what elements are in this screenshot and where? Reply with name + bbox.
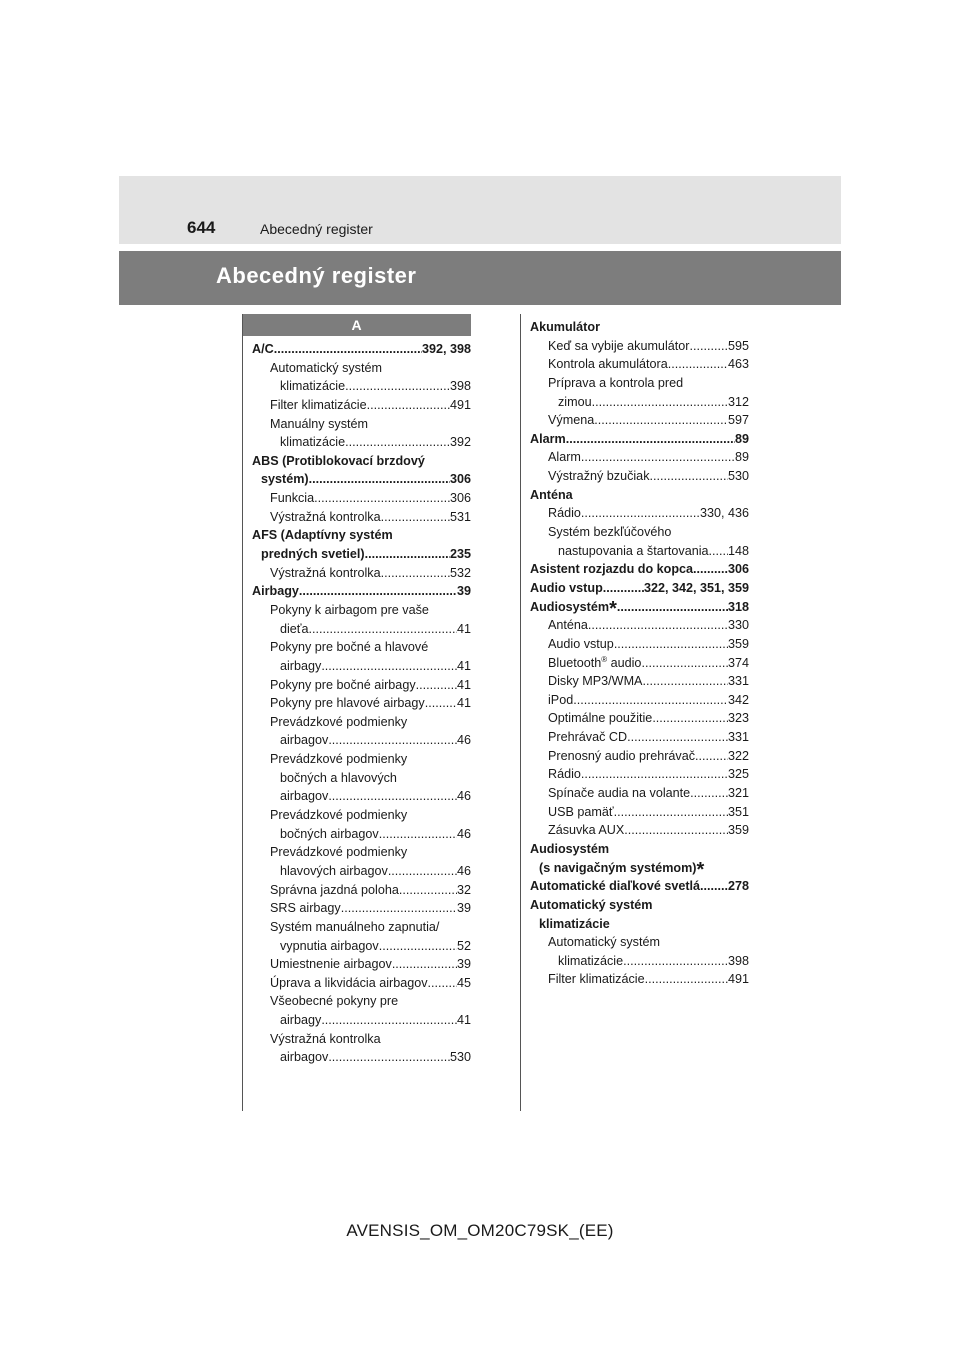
entry-text: iPod: [548, 692, 574, 707]
dot-leader: [588, 616, 728, 635]
index-entry: [252, 1048, 471, 1067]
index-entry: [252, 955, 471, 974]
entry-text: airbagov: [280, 1050, 329, 1065]
page-reference[interactable]: 306: [449, 491, 471, 506]
entry-text: Filter klimatizácie: [270, 397, 367, 412]
page-reference[interactable]: 359: [727, 636, 749, 651]
index-entry: [530, 411, 749, 430]
dot-leader: [624, 821, 728, 840]
index-entry: [252, 806, 471, 825]
entry-text: nastupovania a štartovania: [558, 543, 709, 558]
index-entry: [252, 620, 471, 639]
page-reference[interactable]: 89: [734, 450, 749, 465]
index-entry: [530, 896, 749, 915]
dot-leader: [367, 396, 450, 415]
page-reference[interactable]: 530: [727, 469, 749, 484]
index-entry: [252, 676, 471, 695]
index-entry: [252, 862, 471, 881]
page-reference[interactable]: 32: [456, 882, 471, 897]
page-reference[interactable]: 41: [456, 677, 471, 692]
index-entry: [252, 881, 471, 900]
entry-text: Automatické diaľkové svetlá: [530, 879, 701, 894]
page-reference[interactable]: 235: [449, 547, 471, 562]
entry-text: klimatizácie: [280, 379, 346, 394]
index-entry: [530, 915, 749, 934]
index-column-left: [252, 340, 471, 1067]
index-entry: [252, 937, 471, 956]
page-reference[interactable]: 530: [449, 1050, 471, 1065]
entry-text: Systém bezkľúčového: [548, 525, 672, 540]
page-reference[interactable]: 330, 436: [699, 506, 749, 521]
entry-text: systém): [261, 472, 309, 487]
dot-leader: [690, 784, 728, 803]
index-entry: [530, 840, 749, 859]
index-entry: [252, 377, 471, 396]
entry-text: Alarm: [530, 431, 566, 446]
dot-leader: [379, 937, 457, 956]
entry-text: Filter klimatizácie: [548, 972, 645, 987]
dot-leader: [641, 654, 728, 673]
page-reference[interactable]: 325: [727, 767, 749, 782]
column-divider-left: [242, 314, 243, 1111]
dot-leader: [617, 598, 728, 617]
index-entry: [252, 396, 471, 415]
index-entry: [530, 672, 749, 691]
entry-text: klimatizácie: [539, 916, 610, 931]
index-entry: [252, 340, 471, 359]
entry-text: Príprava a kontrola pred: [548, 375, 684, 390]
dot-leader: [274, 340, 422, 359]
entry-text: Audiosystém*: [530, 597, 617, 620]
entry-text: Rádio: [548, 767, 581, 782]
page-title: Abecedný register: [216, 263, 417, 288]
entry-text: Prenosný audio prehrávač: [548, 748, 696, 763]
entry-text: klimatizácie: [280, 435, 346, 450]
page-reference[interactable]: 46: [456, 826, 471, 841]
entry-text: Automatický systém: [530, 897, 653, 912]
dot-leader: [566, 430, 735, 449]
entry-text: Pokyny pre hlavové airbagy: [270, 696, 425, 711]
entry-text: Anténa: [548, 618, 588, 633]
page-reference[interactable]: 39: [456, 901, 471, 916]
index-entry: [530, 597, 749, 620]
entry-text: Disky MP3/WMA: [548, 674, 643, 689]
dot-leader: [328, 731, 457, 750]
index-entry: [252, 526, 471, 545]
dot-leader: [700, 877, 728, 896]
page-reference[interactable]: 321: [727, 786, 749, 801]
index-entry: [252, 564, 471, 583]
dot-leader: [645, 970, 728, 989]
index-entry: [252, 508, 471, 527]
page-reference[interactable]: 89: [734, 431, 749, 446]
dot-leader: [695, 747, 728, 766]
dot-leader: [425, 694, 457, 713]
entry-text: airbagov: [280, 789, 329, 804]
entry-text: ABS (Protiblokovací brzdový: [252, 453, 425, 468]
entry-text: bočných a hlavových: [280, 770, 397, 785]
entry-text: airbagy: [280, 658, 322, 673]
index-entry: [530, 858, 749, 881]
index-entry: [530, 560, 749, 579]
page-reference[interactable]: 331: [727, 674, 749, 689]
dot-leader: [392, 955, 457, 974]
dot-leader: [623, 952, 728, 971]
entry-text: Keď sa vybije akumulátor: [548, 338, 690, 353]
entry-text: Všeobecné pokyny pre: [270, 994, 399, 1009]
index-entry: [252, 433, 471, 452]
index-entry: [530, 765, 749, 784]
page-reference[interactable]: 46: [456, 733, 471, 748]
index-entry: [530, 709, 749, 728]
entry-text: Funkcia: [270, 491, 315, 506]
entry-text-suffix: audio: [607, 655, 642, 670]
page-reference[interactable]: 322: [727, 748, 749, 763]
index-entry: [252, 601, 471, 620]
entry-text: SRS airbagy: [270, 901, 341, 916]
dot-leader: [581, 504, 700, 523]
entry-text: Systém manuálneho zapnutia/: [270, 919, 440, 934]
dot-leader: [668, 355, 728, 374]
page-reference[interactable]: 491: [727, 972, 749, 987]
page-reference[interactable]: 39: [456, 957, 471, 972]
index-entry: [252, 1030, 471, 1049]
index-entry: [252, 582, 471, 601]
page-reference[interactable]: 278: [727, 879, 749, 894]
dot-leader: [321, 657, 457, 676]
entry-text: dieťa: [280, 621, 309, 636]
dot-leader: [428, 974, 457, 993]
dot-leader: [652, 709, 728, 728]
index-entry: [530, 448, 749, 467]
title-banner: [119, 251, 841, 305]
index-entry: [252, 694, 471, 713]
page-reference[interactable]: 351: [727, 804, 749, 819]
entry-text: Výstražný bzučiak: [548, 469, 650, 484]
dot-leader: [388, 862, 457, 881]
entry-text: Automatický systém: [548, 935, 660, 950]
entry-text: Anténa: [530, 487, 573, 502]
header-title: Abecedný register: [260, 221, 373, 237]
entry-text: Výstražná kontrolka: [270, 1031, 381, 1046]
index-entry: [530, 318, 749, 337]
page-number: 644: [187, 218, 216, 237]
document-code: AVENSIS_OM_OM20C79SK_(EE): [346, 1221, 614, 1240]
entry-text: bočných airbagov: [280, 826, 379, 841]
entry-text: Pokyny pre bočné a hlavové: [270, 640, 429, 655]
entry-text: airbagov: [280, 733, 329, 748]
index-entry: [252, 769, 471, 788]
entry-text: Kontrola akumulátora: [548, 357, 668, 372]
index-entry: [252, 787, 471, 806]
index-entry: [252, 992, 471, 1011]
entry-text: Spínače audia na volante: [548, 786, 691, 801]
entry-text: Prehrávač CD: [548, 730, 628, 745]
dot-leader: [309, 620, 457, 639]
entry-text: Správna jazdná poloha: [270, 882, 399, 897]
dot-leader: [693, 560, 728, 579]
page-reference[interactable]: 39: [456, 584, 471, 599]
index-entry: [530, 654, 749, 673]
index-entry: [530, 616, 749, 635]
asterisk-mark: *: [696, 858, 705, 881]
index-entry: [530, 635, 749, 654]
page-reference[interactable]: 398: [727, 953, 749, 968]
dot-leader: [627, 728, 728, 747]
index-entry: [252, 545, 471, 564]
dot-leader: [328, 1048, 450, 1067]
page-reference[interactable]: 306: [449, 472, 471, 487]
section-letter: A: [351, 317, 362, 333]
dot-leader: [689, 337, 728, 356]
index-entry: [530, 803, 749, 822]
entry-text: Pokyny pre bočné airbagy: [270, 677, 416, 692]
page-reference[interactable]: 306: [727, 562, 749, 577]
entry-text: Audio vstup: [548, 636, 614, 651]
index-entry: [530, 933, 749, 952]
entry-text: USB pamäť: [548, 804, 614, 819]
page-reference[interactable]: 46: [456, 789, 471, 804]
page-reference[interactable]: 532: [449, 565, 471, 580]
dot-leader: [328, 787, 457, 806]
dot-leader: [309, 470, 450, 489]
page-reference[interactable]: 595: [727, 338, 749, 353]
entry-text: Výmena: [548, 413, 595, 428]
index-entry: [530, 821, 749, 840]
dot-leader: [314, 489, 450, 508]
page-reference[interactable]: 531: [449, 509, 471, 524]
dot-leader: [594, 411, 728, 430]
index-entry: [252, 750, 471, 769]
page-reference[interactable]: 322, 342, 351, 359: [643, 580, 749, 595]
page-reference[interactable]: 52: [456, 938, 471, 953]
entry-superscript: ®: [601, 654, 608, 664]
page-reference[interactable]: 331: [727, 730, 749, 745]
entry-text: vypnutia airbagov: [280, 938, 379, 953]
entry-text: Výstražná kontrolka: [270, 509, 381, 524]
entry-text: Bluetooth® audio: [548, 654, 642, 670]
page-reference[interactable]: 318: [727, 599, 749, 614]
entry-text: Prevádzkové podmienky: [270, 808, 408, 823]
dot-leader: [581, 448, 735, 467]
index-entry: [530, 877, 749, 896]
dot-leader: [365, 545, 450, 564]
index-entry: [252, 489, 471, 508]
index-entry: [530, 393, 749, 412]
page-reference[interactable]: 330: [727, 618, 749, 633]
dot-leader: [614, 635, 728, 654]
index-entry: [530, 430, 749, 449]
page-reference[interactable]: 374: [727, 655, 749, 670]
dot-leader: [381, 508, 450, 527]
entry-text: AFS (Adaptívny systém: [252, 528, 393, 543]
index-entry: [252, 359, 471, 378]
index-entry: [530, 467, 749, 486]
page-reference[interactable]: 41: [456, 696, 471, 711]
page-reference[interactable]: 148: [727, 543, 749, 558]
entry-text: Airbagy: [252, 584, 299, 599]
index-entry: [530, 355, 749, 374]
dot-leader: [603, 579, 644, 598]
entry-text: Výstražná kontrolka: [270, 565, 381, 580]
dot-leader: [592, 393, 728, 412]
entry-text: klimatizácie: [558, 953, 624, 968]
dot-leader: [614, 803, 728, 822]
index-entry: [252, 974, 471, 993]
index-entry: [530, 374, 749, 393]
entry-text: Umiestnenie airbagov: [270, 957, 392, 972]
entry-text: Rádio: [548, 506, 581, 521]
index-entry: [252, 843, 471, 862]
page-reference[interactable]: 392: [449, 435, 471, 450]
entry-text: Prevádzkové podmienky: [270, 845, 408, 860]
dot-leader: [299, 582, 457, 601]
index-entry: [252, 899, 471, 918]
index-entry: [530, 952, 749, 971]
index-entry: [530, 728, 749, 747]
index-column-right: [530, 318, 749, 989]
entry-text: zimou: [558, 394, 592, 409]
page-reference[interactable]: 41: [456, 621, 471, 636]
index-entry: [252, 452, 471, 471]
entry-text: Akumulátor: [530, 320, 600, 334]
dot-leader: [709, 542, 728, 561]
entry-text: Prevádzkové podmienky: [270, 752, 408, 767]
index-entry: [530, 504, 749, 523]
entry-text: Manuálny systém: [270, 416, 368, 431]
entry-text: predných svetiel): [261, 547, 365, 562]
entry-text: airbagy: [280, 1013, 322, 1028]
index-entry: [252, 731, 471, 750]
dot-leader: [341, 899, 457, 918]
index-entry: [530, 691, 749, 710]
dot-leader: [573, 691, 728, 710]
entry-text: Pokyny k airbagom pre vaše: [270, 602, 429, 617]
index-entry: [252, 825, 471, 844]
dot-leader: [650, 467, 728, 486]
page-reference[interactable]: 392, 398: [421, 342, 471, 356]
index-entry: [530, 542, 749, 561]
entry-text: Úprava a likvidácia airbagov: [270, 975, 428, 990]
entry-text: A/C: [252, 342, 274, 356]
index-entry: [530, 784, 749, 803]
entry-text: Asistent rozjazdu do kopca: [530, 562, 694, 577]
index-entry: [252, 1011, 471, 1030]
dot-leader: [345, 377, 450, 396]
section-letter-header: [242, 314, 471, 336]
column-divider-right: [520, 314, 521, 1111]
entry-text: Optimálne použitie: [548, 711, 653, 726]
dot-leader: [416, 676, 457, 695]
page-reference[interactable]: 41: [456, 1013, 471, 1028]
page-reference[interactable]: 398: [449, 379, 471, 394]
page-reference[interactable]: 46: [456, 863, 471, 878]
index-entry: [530, 970, 749, 989]
entry-text: hlavových airbagov: [280, 863, 388, 878]
entry-text: (s navigačným systémom)*: [539, 858, 705, 881]
page-reference[interactable]: 342: [727, 692, 749, 707]
asterisk-mark: *: [609, 597, 617, 620]
page-reference[interactable]: 359: [727, 823, 749, 838]
page-reference[interactable]: 463: [727, 357, 749, 372]
dot-leader: [399, 881, 457, 900]
entry-text: Audiosystém: [530, 841, 610, 856]
page-reference[interactable]: 45: [456, 975, 471, 990]
index-entry: [252, 415, 471, 434]
entry-text: Automatický systém: [270, 360, 382, 375]
dot-leader: [345, 433, 450, 452]
index-entry: [530, 337, 749, 356]
page-reference[interactable]: 41: [456, 658, 471, 673]
index-entry: [252, 657, 471, 676]
index-entry: [530, 579, 749, 598]
dot-leader: [642, 672, 728, 691]
dot-leader: [381, 564, 450, 583]
dot-leader: [379, 825, 457, 844]
index-entry: [530, 747, 749, 766]
index-entry: [252, 713, 471, 732]
entry-text: Alarm: [548, 450, 581, 465]
dot-leader: [321, 1011, 457, 1030]
header-bar: [119, 176, 841, 244]
page-reference[interactable]: 312: [727, 394, 749, 409]
index-entry: [252, 918, 471, 937]
page-reference[interactable]: 597: [727, 413, 749, 428]
index-entry: [252, 638, 471, 657]
entry-text: Audio vstup: [530, 580, 603, 595]
index-entry: [530, 523, 749, 542]
dot-leader: [581, 765, 728, 784]
page-reference[interactable]: 323: [727, 711, 749, 726]
index-entry: [252, 470, 471, 489]
index-entry: [530, 486, 749, 505]
page-reference[interactable]: 491: [449, 397, 471, 412]
entry-text: Zásuvka AUX: [548, 823, 625, 838]
entry-text: Prevádzkové podmienky: [270, 714, 408, 729]
